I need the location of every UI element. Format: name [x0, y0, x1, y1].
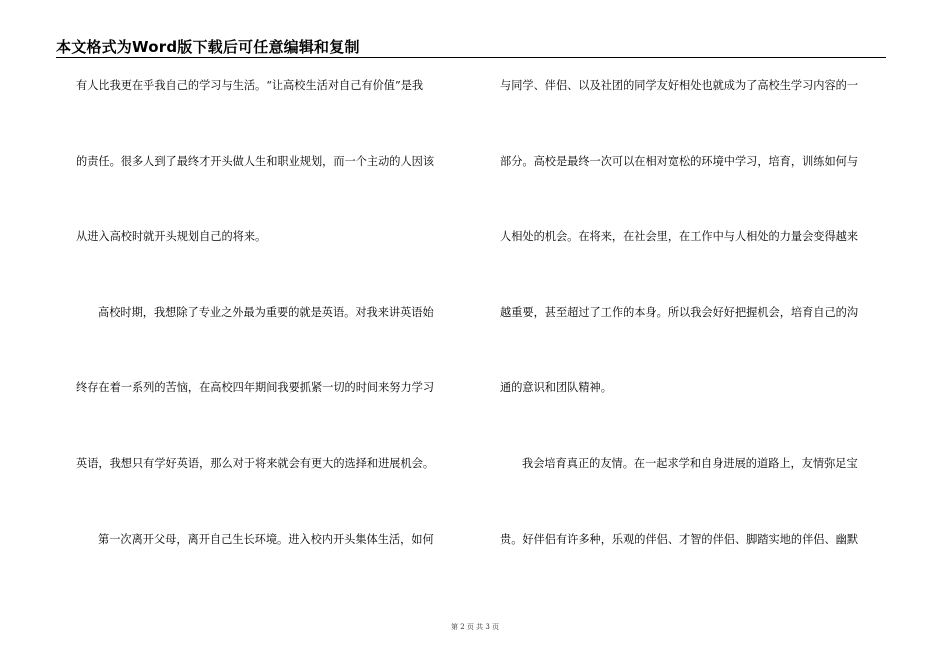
text-line: 贵。好伴侣有许多种，乐观的伴侣、才智的伴侣、脚踏实地的伴侣、幽默	[500, 532, 859, 546]
document-header-title: 本文格式为Word版下载后可任意编辑和复制	[56, 38, 360, 56]
text-line: 有人比我更在乎我自己的学习与生活。“让高校生活对自己有价值”是我	[76, 79, 424, 92]
text-line: 第一次离开父母，离开自己生长环境。进入校内开头集体生活，如何	[98, 532, 434, 546]
text-line: 与同学、伴侣、以及社团的同学友好相处也就成为了高校生学习内容的一	[500, 79, 859, 92]
right-text-column	[500, 76, 886, 605]
text-line: 的责任。很多人到了最终才开头做人生和职业规划，而一个主动的人因该	[76, 154, 435, 168]
text-line: 终存在着一系列的苦恼，在高校四年期间我要抓紧一切的时间来努力学习	[76, 381, 435, 395]
page-number-footer: 第 2 页 共 3 页	[450, 623, 500, 631]
text-line: 我会培育真正的友情。在一起求学和自身进展的道路上，友情弥足宝	[522, 456, 858, 470]
text-line: 部分。高校是最终一次可以在相对宽松的环境中学习，培育，训练如何与	[500, 154, 859, 168]
text-line: 人相处的机会。在将来，在社会里，在工作中与人相处的力量会变得越来	[500, 230, 859, 244]
left-text-column	[76, 76, 462, 605]
header-divider	[56, 57, 886, 58]
text-line: 从进入高校时就开头规划自己的将来。	[76, 230, 267, 244]
text-line: 高校时期，我想除了专业之外最为重要的就是英语。对我来讲英语始	[98, 305, 434, 319]
text-line: 越重要，甚至超过了工作的本身。所以我会好好把握机会，培育自己的沟	[500, 305, 859, 319]
text-line: 英语，我想只有学好英语，那么对于将来就会有更大的选择和进展机会。	[76, 456, 435, 470]
text-line: 通的意识和团队精神。	[500, 381, 612, 395]
